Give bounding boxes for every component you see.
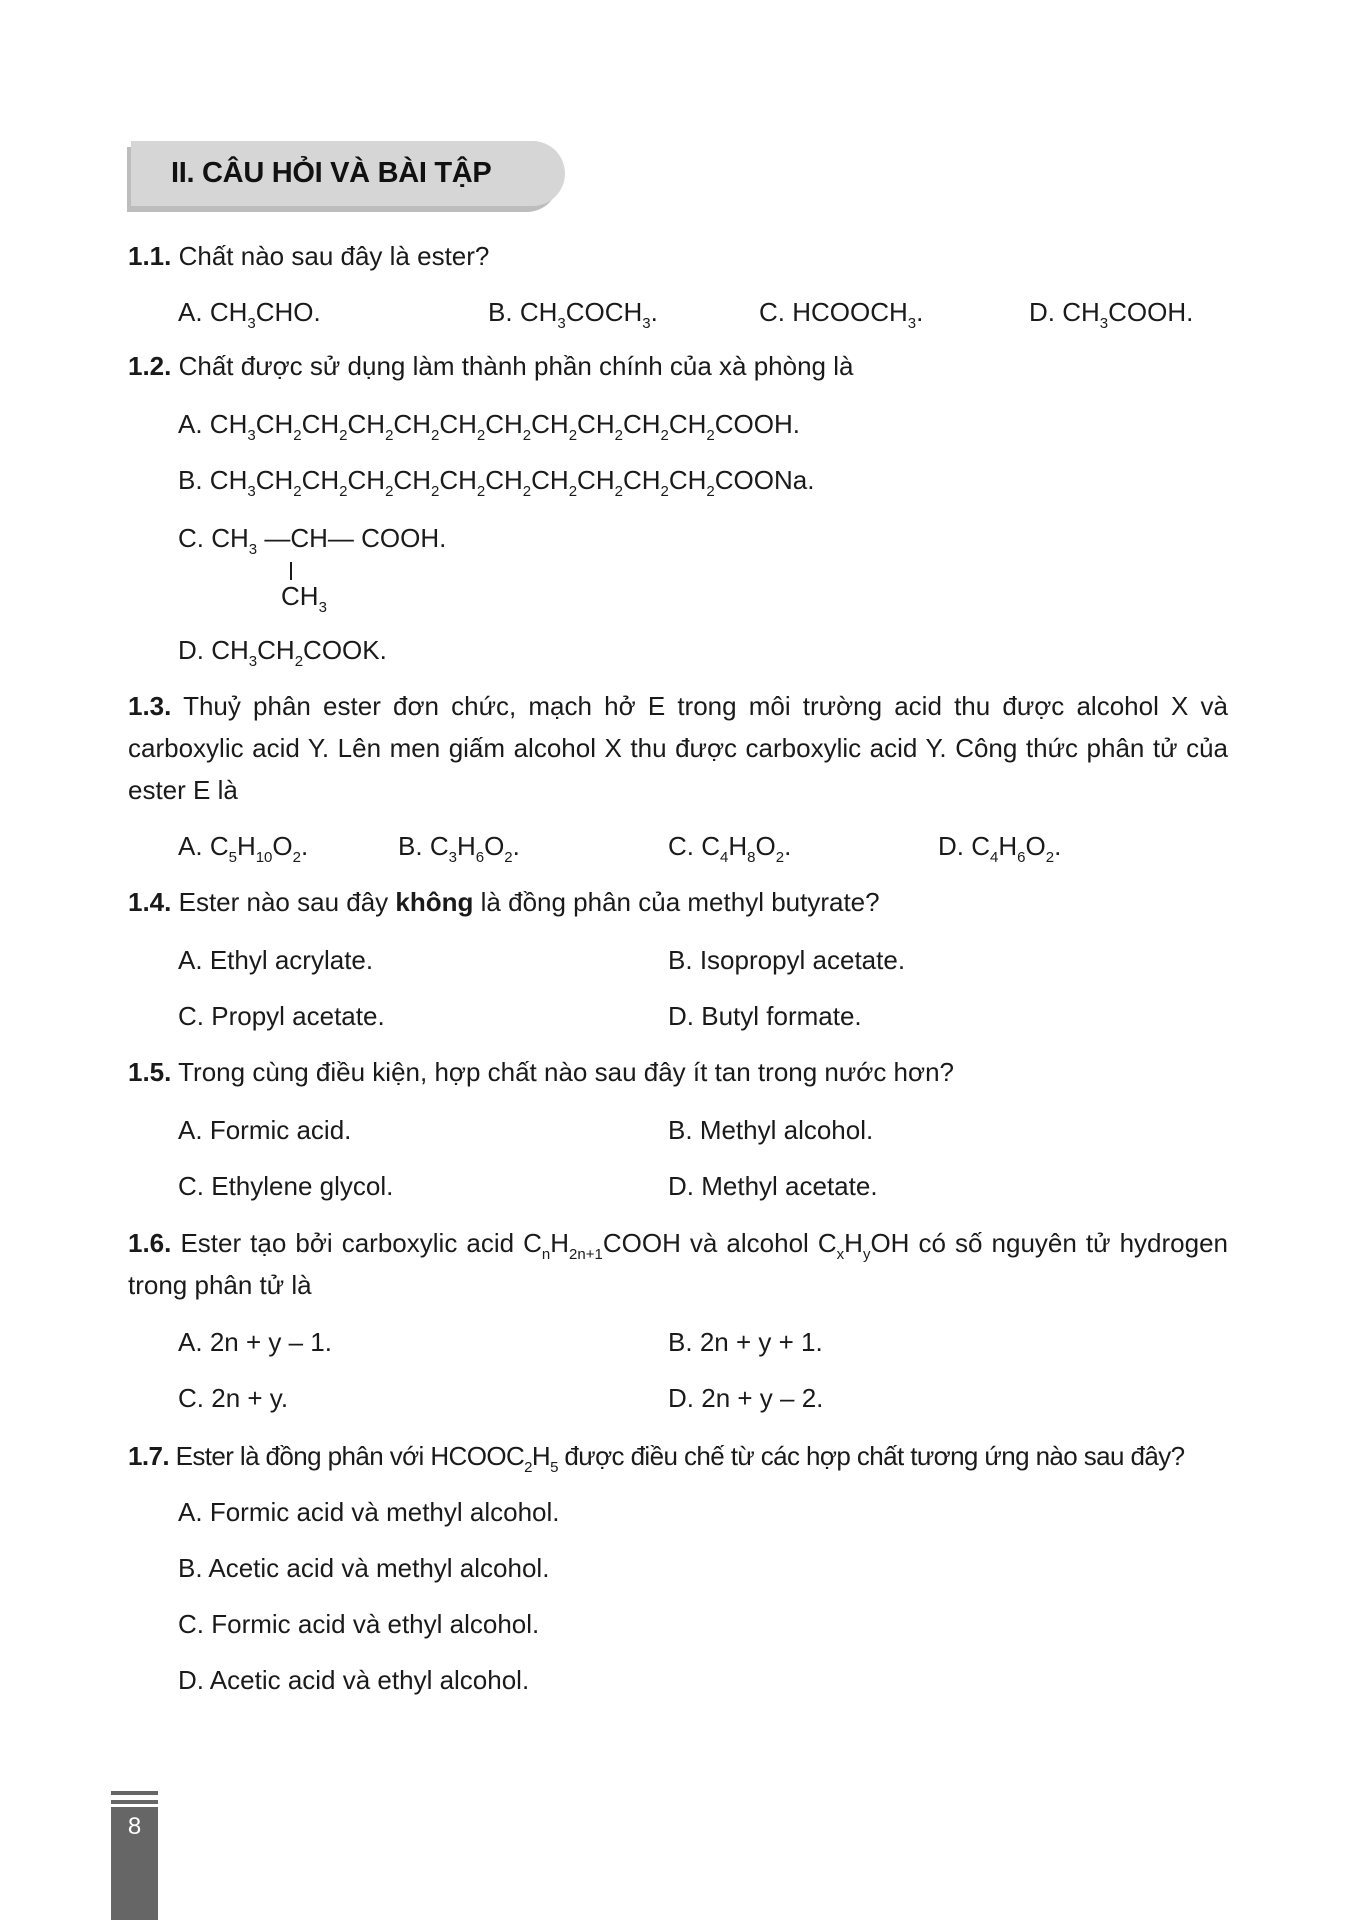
page-tab-stripe xyxy=(111,1791,158,1795)
question-text: Chất được sử dụng làm thành phần chính của xà phòng là xyxy=(178,351,854,381)
option-1-7-b[interactable]: B. Acetic acid và methyl alcohol. xyxy=(178,1553,550,1583)
option-1-3-d[interactable]: D. $C_4H_6O_2$. xyxy=(938,831,1062,866)
question-text: Trong cùng điều kiện, hợp chất nào sau đây ít tan trong nước hơn? xyxy=(178,1057,954,1087)
option-1-1-c[interactable]: C. $HCOOCH_3$. xyxy=(759,297,924,332)
question-number: 1.5. xyxy=(128,1057,172,1087)
option-1-6-a[interactable]: A. 2n + y – 1. xyxy=(178,1327,332,1357)
branched-formula-substituent: $CH_3$ xyxy=(281,581,327,616)
emphasis-not: không xyxy=(395,887,474,917)
question-1-6: 1.6. Ester tạo bởi carboxylic acid $C_nH_{2n+1}COOH$ và alcohol $C_xH_yOH$ có số nguyên tử hydrogen trong phân tử là xyxy=(128,1228,1228,1300)
question-1-7: 1.7. Ester là đồng phân với $HCOOC_2H_5$ được điều chế từ các hợp chất tương ứng nào sau đây? xyxy=(128,1441,1185,1476)
option-1-5-d[interactable]: D. Methyl acetate. xyxy=(668,1171,878,1201)
option-1-7-a[interactable]: A. Formic acid và methyl alcohol. xyxy=(178,1497,560,1527)
page-number-tab xyxy=(111,1807,158,1920)
option-1-5-a[interactable]: A. Formic acid. xyxy=(178,1115,352,1145)
question-number: 1.4. xyxy=(128,887,172,917)
question-1-2 xyxy=(128,346,853,386)
question-number: 1.6. xyxy=(128,1228,172,1258)
option-1-4-a[interactable]: A. Ethyl acrylate. xyxy=(178,945,374,975)
question-number: 1.1. xyxy=(128,241,172,271)
page-number: 8 xyxy=(127,1813,142,1840)
option-1-6-c[interactable]: C. 2n + y. xyxy=(178,1383,289,1413)
option-1-6-b[interactable]: B. 2n + y + 1. xyxy=(668,1327,823,1357)
option-1-2-d[interactable]: D. $CH_3CH_2COOK$. xyxy=(178,635,387,670)
option-1-5-c[interactable]: C. Ethylene glycol. xyxy=(178,1171,394,1201)
branched-formula-main: C. $CH_3$ —CH— COOH. xyxy=(178,523,447,558)
option-1-1-a[interactable]: A. $CH_3CHO$. xyxy=(178,297,321,332)
question-1-3 xyxy=(128,685,1228,811)
section-banner xyxy=(127,141,565,212)
option-1-2-b[interactable]: B. $CH_3CH_2CH_2CH_2CH_2CH_2CH_2CH_2CH_2CH_2CH_2COONa$. xyxy=(178,465,815,500)
option-1-3-c[interactable]: C. $C_4H_8O_2$. xyxy=(668,831,792,866)
question-text: Thuỷ phân ester đơn chức, mạch hở E trong môi trường acid thu được alcohol X và carboxylic acid Y. Lên men giấm alcohol X thu được carboxylic acid Y. Công thức phân tử của ester E là xyxy=(128,691,1228,805)
option-1-4-b[interactable]: B. Isopropyl acetate. xyxy=(668,945,906,975)
banner-face xyxy=(131,141,565,206)
option-1-5-b[interactable]: B. Methyl alcohol. xyxy=(668,1115,874,1145)
question-1-4: 1.4. Ester nào sau đây không là đồng phân của methyl butyrate? xyxy=(128,887,880,917)
page-tab-stripe xyxy=(111,1800,158,1804)
option-1-6-d[interactable]: D. 2n + y – 2. xyxy=(668,1383,824,1413)
option-1-1-d[interactable]: D. $CH_3COOH$. xyxy=(1029,297,1194,332)
question-1-5 xyxy=(128,1052,954,1092)
option-1-3-b[interactable]: B. $C_3H_6O_2$. xyxy=(398,831,520,866)
question-number: 1.7. xyxy=(128,1441,169,1471)
section-title: II. CÂU HỎI VÀ BÀI TẬP xyxy=(171,157,492,189)
option-1-4-c[interactable]: C. Propyl acetate. xyxy=(178,1001,385,1031)
option-1-4-d[interactable]: D. Butyl formate. xyxy=(668,1001,862,1031)
question-text: Chất nào sau đây là ester? xyxy=(178,241,490,271)
option-1-2-a[interactable]: A. $CH_3CH_2CH_2CH_2CH_2CH_2CH_2CH_2CH_2CH_2CH_2COOH$. xyxy=(178,409,800,444)
question-number: 1.2. xyxy=(128,351,172,381)
question-1-1 xyxy=(128,236,489,276)
option-1-1-b[interactable]: B. $CH_3COCH_3$. xyxy=(488,297,658,332)
option-1-7-d[interactable]: D. Acetic acid và ethyl alcohol. xyxy=(178,1665,530,1695)
question-number: 1.3. xyxy=(128,691,172,721)
option-1-3-a[interactable]: A. $C_5H_{10}O_2$. xyxy=(178,831,309,866)
option-1-7-c[interactable]: C. Formic acid và ethyl alcohol. xyxy=(178,1609,540,1639)
